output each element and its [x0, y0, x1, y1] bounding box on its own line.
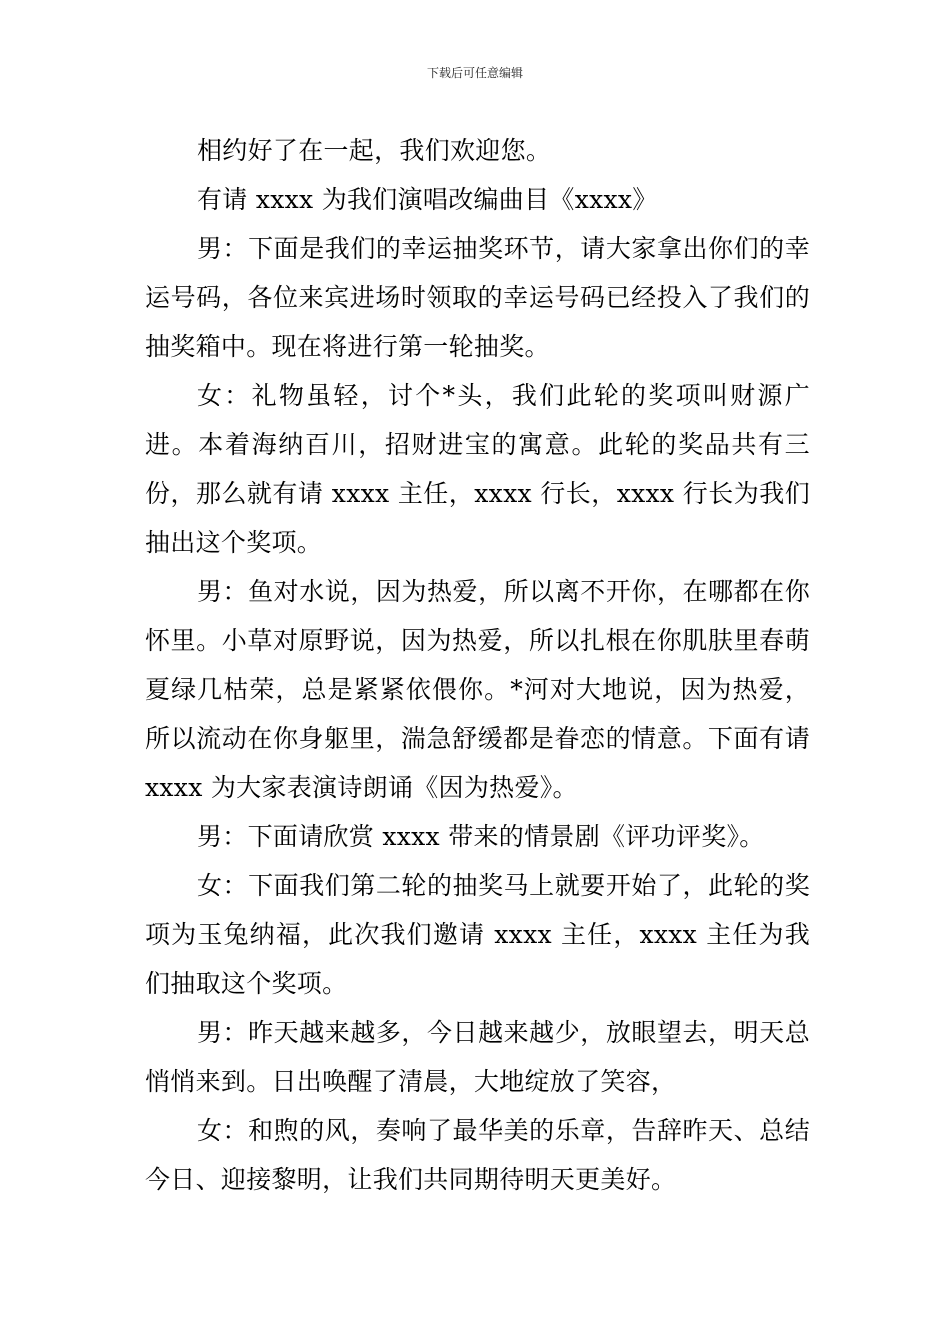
paragraph-6: 男：下面请欣赏 xxxx 带来的情景剧《评功评奖》。 — [197, 822, 765, 851]
paragraph-4: 女：礼物虽轻，讨个*头，我们此轮的奖项叫财源广进。本着海纳百川，招财进宝的寓意。此轮的奖品共有三份，那么就有请 xxxx 主任，xxxx 行长，xxxx 行长为我们抽出这个奖项。 — [145, 381, 810, 557]
document-body — [145, 126, 810, 1204]
paragraph-7: 女：下面我们第二轮的抽奖马上就要开始了，此轮的奖项为玉兔纳福，此次我们邀请 xxxx 主任，xxxx 主任为我们抽取这个奖项。 — [145, 871, 810, 998]
paragraph-1: 相约好了在一起，我们欢迎您。 — [197, 136, 552, 165]
paragraph-8: 男：昨天越来越多，今日越来越少，放眼望去，明天总悄悄来到。日出唤醒了清晨，大地绽放了笑容， — [145, 1018, 810, 1096]
paragraph-2: 有请 xxxx 为我们演唱改编曲目《xxxx》 — [197, 185, 658, 214]
paragraph-3: 男：下面是我们的幸运抽奖环节，请大家拿出你们的幸运号码，各位来宾进场时领取的幸运号码已经投入了我们的抽奖箱中。现在将进行第一轮抽奖。 — [145, 234, 810, 361]
paragraph-5: 男：鱼对水说，因为热爱，所以离不开你，在哪都在你怀里。小草对原野说，因为热爱，所以扎根在你肌肤里春萌夏绿几枯荣，总是紧紧依偎你。*河对大地说，因为热爱，所以流动在你身躯里，湍急舒缓都是眷恋的情意。下面有请 xxxx 为大家表演诗朗诵《因为热爱》。 — [145, 577, 810, 802]
page-header: 下载后可任意编辑 — [426, 66, 523, 80]
paragraph-9: 女：和煦的风，奏响了最华美的乐章，告辞昨天、总结今日、迎接黎明，让我们共同期待明天更美好。 — [145, 1116, 810, 1194]
